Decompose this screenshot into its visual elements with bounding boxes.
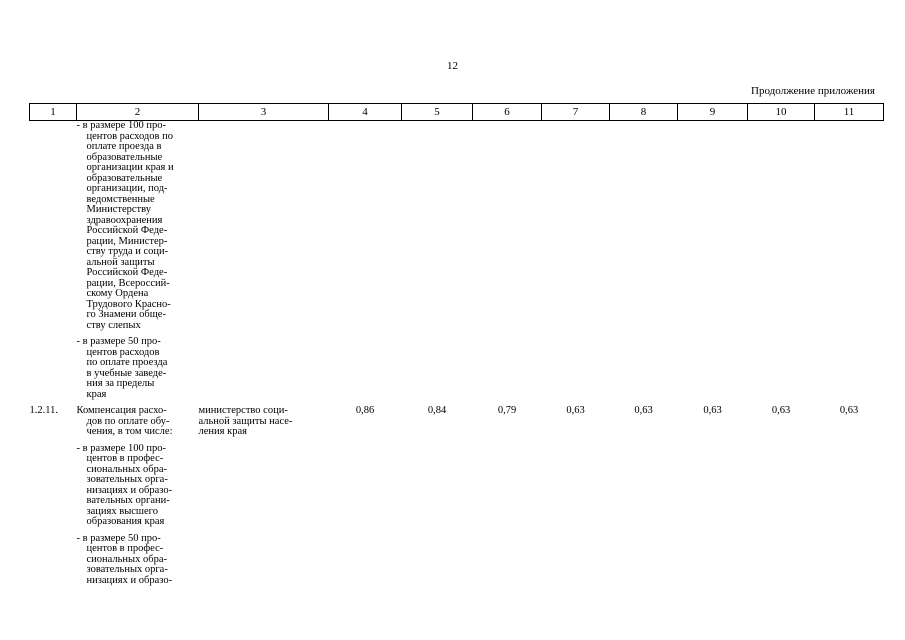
text-line: организации, под- <box>86 183 168 194</box>
value-col-8: 0,63 <box>634 405 653 416</box>
text-line: ления края <box>198 426 247 437</box>
column-number-row <box>30 104 884 121</box>
text-line: вательных органи- <box>86 495 170 506</box>
text-line: Министерству <box>86 204 151 215</box>
text-line: центов расходов <box>86 346 160 358</box>
col-header-6: 6 <box>473 104 542 121</box>
text-line: сиональных обра- <box>86 553 167 565</box>
col-header-2: 2 <box>77 104 199 121</box>
text-line: - в размере 100 про- <box>76 442 166 454</box>
text-line: в учебные заведе- <box>86 367 167 379</box>
text-line: го Знамени обще- <box>86 309 166 320</box>
col-header-10: 10 <box>748 104 815 121</box>
value-col-7: 0,63 <box>566 405 585 416</box>
col-header-4: 4 <box>329 104 402 121</box>
text-line: Российской Феде- <box>86 225 168 236</box>
text-line: ству слепых <box>86 319 141 331</box>
value-col-4: 0,86 <box>355 405 375 416</box>
text-line: зовательных орга- <box>86 474 168 485</box>
text-line: дов по оплате обу- <box>86 415 170 427</box>
text-line: по оплате проезда <box>86 357 168 368</box>
sub-item-100-percent-education <box>77 444 199 528</box>
sub-item-50-percent-education <box>77 534 199 587</box>
col-header-9: 9 <box>678 104 748 121</box>
col-header-3: 3 <box>199 104 329 121</box>
value-col-9: 0,63 <box>703 405 722 416</box>
text-line: организации края и <box>86 162 174 173</box>
col-header-7: 7 <box>542 104 610 121</box>
text-line: - в размере 50 про- <box>76 532 161 544</box>
table-row-continued <box>30 121 884 407</box>
value-col-6: 0,79 <box>497 405 517 416</box>
text-line: центов в профес- <box>86 543 164 554</box>
text-line: зациях высшего <box>86 505 158 517</box>
text-line: центов расходов по <box>86 130 173 142</box>
text-line: альной защиты <box>86 256 155 268</box>
continued-sub-items <box>77 121 199 407</box>
text-line: Компенсация расхо- <box>76 405 167 416</box>
text-line: Российской Феде- <box>86 267 168 278</box>
page-number: 12 <box>447 60 458 72</box>
text-line: Трудового Красно- <box>86 298 171 310</box>
text-line: сиональных обра- <box>86 463 167 475</box>
text-line: чения, в том числе: <box>86 426 173 437</box>
appendix-table <box>29 103 884 592</box>
text-line: низациях и образо- <box>86 574 173 586</box>
text-line: зовательных орга- <box>86 564 168 575</box>
row-number: 1.2.11. <box>29 405 58 416</box>
text-line: рации, Всероссий- <box>86 277 170 289</box>
text-line: ния за пределы <box>86 378 155 389</box>
text-line: ведомственные <box>86 193 155 205</box>
value-col-5: 0,84 <box>427 405 447 416</box>
executor-text <box>199 406 329 438</box>
sub-item-100-percent-transport <box>77 121 199 331</box>
col-header-8: 8 <box>610 104 678 121</box>
row-name-text <box>77 406 199 438</box>
text-line: здравоохранения <box>86 214 163 226</box>
row-name <box>77 406 199 592</box>
value-col-11: 0,63 <box>839 405 859 416</box>
text-line: альной защиты насе- <box>198 415 293 427</box>
continuation-label: Продолжение приложения <box>751 85 875 97</box>
table-row-1-2-11 <box>30 406 884 592</box>
text-line: - в размере 50 про- <box>76 336 161 347</box>
col-header-1: 1 <box>30 104 77 121</box>
col-header-11: 11 <box>815 104 884 121</box>
text-line: центов в профес- <box>86 453 164 464</box>
text-line: ству труда и соци- <box>86 246 169 257</box>
text-line: низациях и образо- <box>86 484 173 496</box>
text-line: образования края <box>86 516 165 527</box>
value-col-10: 0,63 <box>771 405 791 416</box>
col-header-5: 5 <box>402 104 473 121</box>
text-line: министерство соци- <box>198 405 288 416</box>
text-line: рации, Министер- <box>86 235 168 247</box>
text-line: - в размере 100 про- <box>76 120 166 131</box>
sub-item-50-percent-transport <box>77 337 199 400</box>
text-line: образовательные <box>86 172 163 184</box>
text-line: края <box>86 388 107 400</box>
text-line: оплате проезда в <box>86 141 162 152</box>
executor-cell <box>199 406 329 592</box>
text-line: скому Ордена <box>86 288 149 299</box>
text-line: образовательные <box>86 151 163 163</box>
